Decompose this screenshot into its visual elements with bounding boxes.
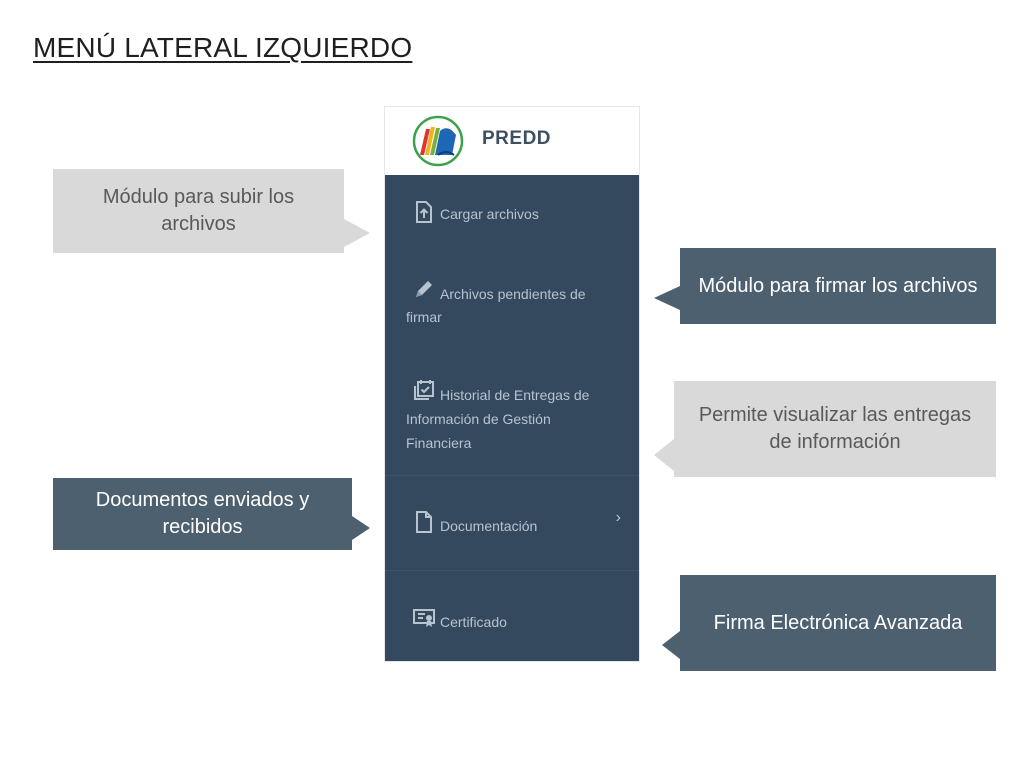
sidebar-item-historial-entregas[interactable] bbox=[385, 375, 639, 475]
sidebar-item-label: Historial de Entregas de Información de Gestión Financiera bbox=[406, 387, 590, 451]
brand-name: PREDD bbox=[482, 128, 552, 149]
callout-text: Permite visualizar las entregas de información bbox=[698, 404, 972, 453]
sidebar-item-documentacion[interactable] bbox=[385, 476, 639, 570]
sidebar-header bbox=[385, 107, 639, 176]
sidebar-item-label: Certificado bbox=[440, 614, 507, 630]
callout-history-module bbox=[674, 381, 996, 477]
predd-logo-icon bbox=[412, 115, 464, 167]
callout-certificate-module bbox=[680, 575, 996, 671]
callout-pointer bbox=[344, 219, 370, 247]
callout-text: Firma Electrónica Avanzada bbox=[713, 611, 963, 634]
slide-title: MENÚ LATERAL IZQUIERDO bbox=[33, 32, 413, 63]
callout-pointer bbox=[662, 631, 680, 659]
sidebar-item-label: Documentación bbox=[440, 518, 538, 534]
callout-sign-module bbox=[680, 248, 996, 324]
callout-text: Documentos enviados y recibidos bbox=[95, 489, 310, 538]
left-sidebar-menu bbox=[385, 107, 639, 661]
callout-pointer bbox=[352, 516, 370, 540]
callout-pointer bbox=[654, 439, 674, 471]
sidebar-item-label: Archivos pendientes de firmar bbox=[406, 286, 586, 325]
sidebar-item-archivos-pendientes[interactable] bbox=[385, 275, 639, 345]
chevron-right-icon: › bbox=[615, 509, 621, 526]
callout-pointer bbox=[654, 286, 680, 310]
sidebar-menu bbox=[385, 175, 639, 661]
sidebar-item-label: Cargar archivos bbox=[440, 206, 539, 222]
sidebar-item-certificado[interactable] bbox=[385, 571, 639, 661]
callout-documentation-module bbox=[53, 478, 352, 550]
callout-text: Módulo para firmar los archivos bbox=[698, 274, 978, 297]
callout-text: Módulo para subir los archivos bbox=[102, 186, 295, 235]
callout-upload-module bbox=[53, 169, 344, 253]
sidebar-item-cargar-archivos[interactable] bbox=[385, 193, 639, 253]
